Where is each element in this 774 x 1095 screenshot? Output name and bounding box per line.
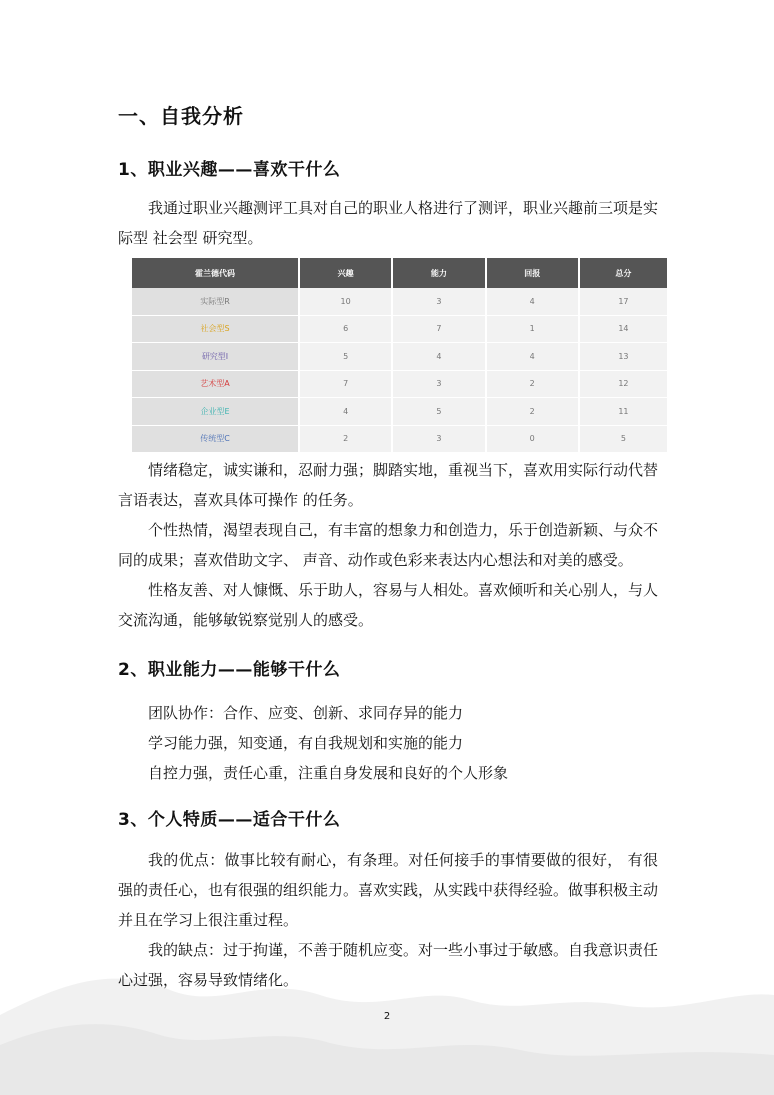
table-cell: 4 bbox=[392, 343, 485, 371]
row-code-cell: 企业型E bbox=[132, 398, 299, 426]
subsection-title-ability: 2、职业能力——能够干什么 bbox=[118, 660, 341, 680]
page-number: 2 bbox=[383, 1011, 391, 1022]
table-cell: 17 bbox=[579, 288, 667, 315]
subsection-title-traits: 3、个人特质——适合干什么 bbox=[118, 810, 341, 830]
subsection-title-interest: 1、职业兴趣——喜欢干什么 bbox=[118, 160, 341, 180]
row-code-cell: 研究型I bbox=[132, 343, 299, 371]
row-code-cell: 传统型C bbox=[132, 425, 299, 453]
table-header-row bbox=[132, 258, 667, 288]
table-header-cell: 能力 bbox=[392, 258, 485, 288]
table-row bbox=[132, 343, 667, 371]
table-cell: 5 bbox=[392, 398, 485, 426]
table-cell: 5 bbox=[299, 343, 392, 371]
table-cell: 6 bbox=[299, 315, 392, 343]
table-cell: 5 bbox=[579, 425, 667, 453]
table-cell: 0 bbox=[486, 425, 579, 453]
table-cell: 2 bbox=[299, 425, 392, 453]
table-cell: 14 bbox=[579, 315, 667, 343]
table-row bbox=[132, 288, 667, 315]
table-cell: 10 bbox=[299, 288, 392, 315]
table-header-cell: 总分 bbox=[579, 258, 667, 288]
table-cell: 4 bbox=[299, 398, 392, 426]
table-cell: 3 bbox=[392, 425, 485, 453]
table-row bbox=[132, 370, 667, 398]
table-cell: 2 bbox=[486, 398, 579, 426]
ability-line: 学习能力强，知变通，有自我规划和实施的能力 bbox=[148, 734, 464, 752]
table-cell: 3 bbox=[392, 288, 485, 315]
table-cell: 12 bbox=[579, 370, 667, 398]
table-header-cell: 霍兰德代码 bbox=[132, 258, 299, 288]
ability-line: 自控力强，责任心重，注重自身发展和良好的个人形象 bbox=[148, 764, 509, 782]
table-cell: 7 bbox=[299, 370, 392, 398]
table-header-cell: 回报 bbox=[486, 258, 579, 288]
table-row bbox=[132, 315, 667, 343]
table-cell: 3 bbox=[392, 370, 485, 398]
table-cell: 13 bbox=[579, 343, 667, 371]
ability-line: 团队协作：合作、应变、创新、求同存异的能力 bbox=[148, 704, 464, 722]
table-cell: 2 bbox=[486, 370, 579, 398]
trait-paragraph: 个性热情，渴望表现自己，有丰富的想象力和创造力，乐于创造新颖、与众不同的成果；喜欢借助文字、 声音、动作或色彩来表达内心想法和对美的感受。 bbox=[118, 521, 659, 569]
row-code-cell: 艺术型A bbox=[132, 370, 299, 398]
trait-paragraph: 性格友善、对人慷慨、乐于助人，容易与人相处。喜欢倾听和关心别人，与人交流沟通，能够敏锐察觉别人的感受。 bbox=[118, 581, 659, 629]
interest-intro-paragraph: 我通过职业兴趣测评工具对自己的职业人格进行了测评，职业兴趣前三项是实际型 社会型 研究型。 bbox=[118, 199, 659, 247]
row-code-cell: 社会型S bbox=[132, 315, 299, 343]
table-header-cell: 兴趣 bbox=[299, 258, 392, 288]
table-cell: 7 bbox=[392, 315, 485, 343]
weaknesses-paragraph: 我的缺点：过于拘谨，不善于随机应变。对一些小事过于敏感。自我意识责任心过强，容易导致情绪化。 bbox=[118, 941, 659, 989]
trait-paragraph: 情绪稳定，诚实谦和，忍耐力强；脚踏实地，重视当下，喜欢用实际行动代替言语表达，喜欢具体可操作 的任务。 bbox=[118, 461, 659, 509]
table-cell: 1 bbox=[486, 315, 579, 343]
strengths-paragraph: 我的优点：做事比较有耐心，有条理。对任何接手的事情要做的很好， 有很强的责任心，也有很强的组织能力。喜欢实践，从实践中获得经验。做事积极主动并且在学习上很注重过程。 bbox=[118, 851, 659, 929]
holland-code-table bbox=[132, 258, 667, 453]
table-cell: 11 bbox=[579, 398, 667, 426]
section-title: 一、自我分析 bbox=[118, 104, 244, 128]
row-code-cell: 实际型R bbox=[132, 288, 299, 315]
table-row bbox=[132, 425, 667, 453]
table-cell: 4 bbox=[486, 288, 579, 315]
table-row bbox=[132, 398, 667, 426]
table-cell: 4 bbox=[486, 343, 579, 371]
